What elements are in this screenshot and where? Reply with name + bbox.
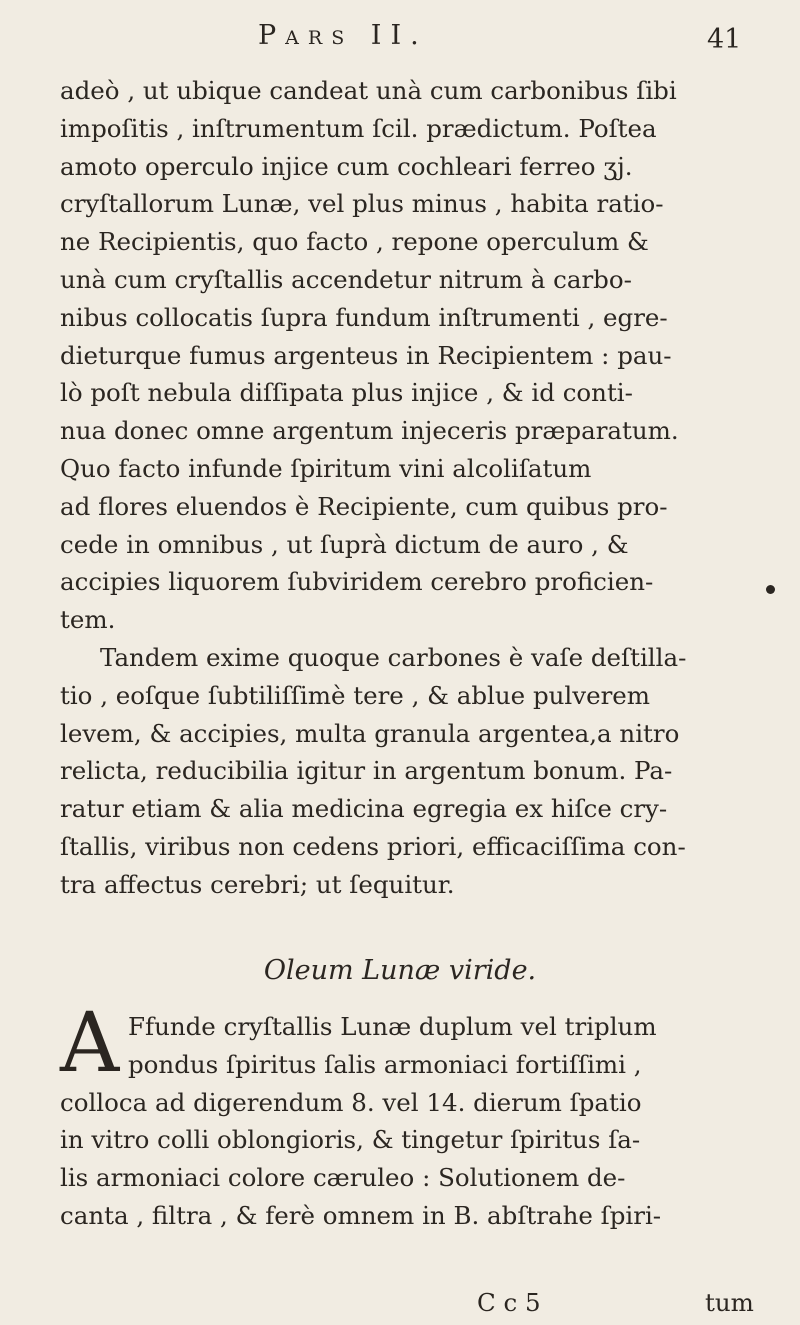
text-line: Quo facto infunde ſpiritum vini alcoliſatum (60, 453, 592, 483)
text-line: nibus collocatis ſupra fundum inſtrumenti , egre- (60, 302, 668, 332)
text-line: dieturque fumus argenteus in Recipientem : pau- (60, 340, 672, 370)
text-line: tio , eoſque ſubtiliſſimè tere , & ablue pulverem (60, 680, 651, 710)
text-line: ratur etiam & alia medicina egregia ex hiſce cry- (60, 794, 668, 824)
text-line: adeò , ut ubique candeat unà cum carbonibus ſibi (60, 76, 677, 105)
text-line: amoto operculo injice cum cochleari ferreo ʒj. (60, 151, 633, 181)
text-line: ne Recipientis, quo facto , repone operculum & (60, 227, 649, 257)
text-line: canta , filtra , & ferè omnem in B. abſtrahe ſpiri- (60, 1200, 662, 1230)
text-line: cede in omnibus , ut ſuprà dictum de auro , & (60, 529, 629, 559)
text-line: lò poſt nebula diſſipata plus injice , & id conti- (60, 378, 633, 408)
text-line: Ffunde cryſtallis Lunæ duplum vel triplum (128, 1012, 657, 1041)
paragraph-3 (60, 996, 800, 1235)
paragraph-2 (60, 639, 800, 904)
text-line: ad flores eluendos è Recipiente, cum quibus pro- (60, 491, 668, 521)
signature-mark: C c 5 (477, 1288, 541, 1317)
running-title: Pars II. (258, 20, 428, 51)
text-line: lis armoniaci colore cæruleo : Solutionem de- (60, 1163, 626, 1193)
text-line: levem, & accipies, multa granula argentea,a nitro (60, 718, 680, 748)
text-line: pondus ſpiritus ſalis armoniaci fortiſſimi , (128, 1049, 642, 1079)
text-line: nua donec omne argentum injeceris præparatum. (60, 416, 679, 446)
main-text (60, 72, 800, 904)
catchword: tum (705, 1288, 754, 1317)
section-title: Oleum Lunæ viride. (263, 955, 537, 986)
text-line: impoſitis , inſtrumentum ſcil. prædictum. Poſtea (60, 113, 657, 143)
ink-spot (766, 585, 775, 594)
text-line: tra affectus cerebri; ut ſequitur. (60, 869, 455, 899)
text-line: ſtallis, viribus non cedens priori, efficaciſſima con- (60, 831, 686, 861)
page-number: 41 (707, 24, 742, 55)
page-header (0, 18, 800, 58)
text-line: colloca ad digerendum 8. vel 14. dierum ſpatio (60, 1087, 642, 1117)
text-line: Tandem exime quoque carbones è vaſe deſtilla- (100, 642, 687, 672)
text-line: relicta, reducibilia igitur in argentum bonum. Pa- (60, 756, 673, 786)
text-line: tem. (60, 605, 116, 635)
text-line: accipies liquorem ſubviridem cerebro proficien- (60, 567, 654, 597)
paragraph-1 (60, 72, 800, 639)
text-line: unà cum cryſtallis accendetur nitrum à carbo- (60, 264, 632, 294)
text-line: cryſtallorum Lunæ, vel plus minus , habita ratio- (60, 189, 664, 219)
drop-cap: A (60, 996, 120, 1091)
text-line: in vitro colli oblongioris, & tingetur ſpiritus ſa- (60, 1125, 641, 1155)
